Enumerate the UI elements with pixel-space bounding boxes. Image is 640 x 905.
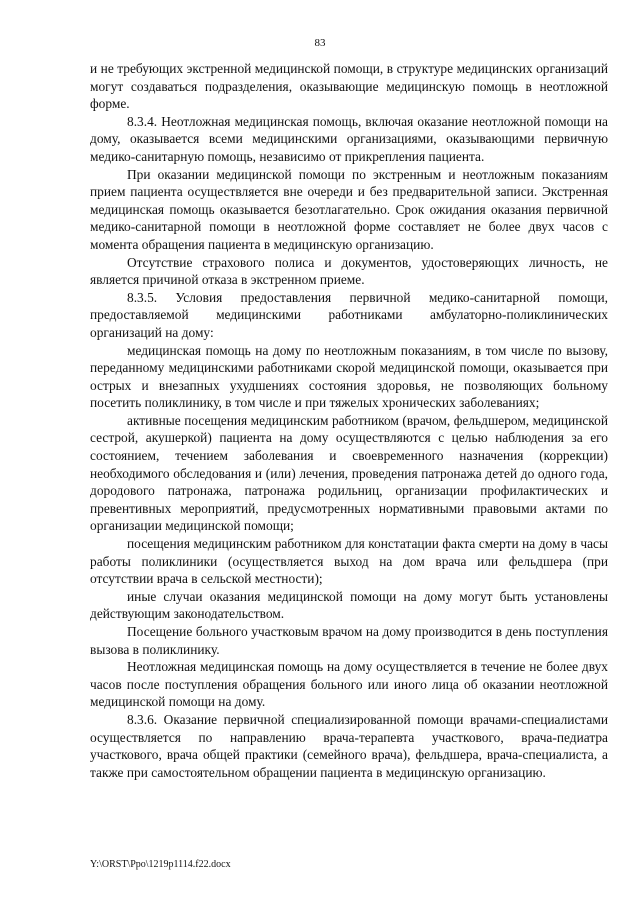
- paragraph-8-3-4: 8.3.4. Неотложная медицинская помощь, включая оказание неотложной помощи на дому, оказывается всеми медицинскими организациями, оказывающими первичную медико-санитарную помощь, независимо от прикрепления пациента.: [90, 113, 608, 164]
- page-number: 83: [314, 37, 326, 49]
- list-item-active-visits: активные посещения медицинским работником (врачом, фельдшером, медицинской сестрой, акушеркой) пациента на дому осуществляются с целью наблюдения за его состоянием, течением заболевания и своевременного назначения (коррекции) необходимого обследования и (или) лечения, проведения патронажа детей до одного года, дородового патронажа, патронажа родильниц, организации профилактических и превентивных мероприятий, предусмотренных нормативными правовыми актами по организации медицинской помощи;: [90, 412, 608, 534]
- list-item-death-confirmation: посещения медицинским работником для констатации факта смерти на дому в часы работы поликлиники (осуществляется выход на дом врача или фельдшера (при отсутствии врача в сельской местности);: [90, 536, 608, 587]
- list-item-home-urgent-care: медицинская помощь на дому по неотложным показаниям, в том числе по вызову, переданному медицинскими работниками скорой медицинской помощи, оказывается при острых и внезапных ухудшениях состояния здоровья, не позволяющих больному посетить поликлинику, в том числе и при тяжелых хронических заболеваниях;: [90, 342, 608, 411]
- paragraph-district-doctor-visit: Посещение больного участковым врачом на дому производится в день поступления вызова в поликлинику.: [90, 624, 608, 657]
- paragraph-8-3-5: 8.3.5. Условия предоставления первичной медико-санитарной помощи, предоставляемой медицинскими работниками амбулаторно-поликлинических организаций на дому:: [90, 289, 608, 340]
- document-body: [90, 60, 608, 781]
- paragraph-continuation: и не требующих экстренной медицинской помощи, в структуре медицинских организаций могут создаваться подразделения, оказывающие медицинскую помощь в неотложной форме.: [90, 61, 608, 112]
- paragraph-8-3-6: 8.3.6. Оказание первичной специализированной помощи врачами-специалистами осуществляется по направлению врача-терапевта участкового, врача-педиатра участкового, врача общей практики (семейного врача), фельдшера, врача-специалиста, а также при самостоятельном обращении пациента в медицинскую организацию.: [90, 711, 608, 780]
- paragraph-emergency-admission: При оказании медицинской помощи по экстренным и неотложным показаниям прием пациента осуществляется вне очереди и без предварительной записи. Экстренная медицинская помощь оказывается безотлагательно. Срок ожидания оказания первичной медико-санитарной помощи в неотложной форме составляет не более двух часов с момента обращения пациента в медицинскую организацию.: [90, 166, 608, 252]
- file-path-footer: Y:\ORST\Ppo\1219p1114.f22.docx: [90, 859, 231, 870]
- paragraph-no-policy: Отсутствие страхового полиса и документов, удостоверяющих личность, не является причиной отказа в экстренном приеме.: [90, 254, 608, 288]
- list-item-other-cases: иные случаи оказания медицинской помощи на дому могут быть установлены действующим законодательством.: [90, 588, 608, 622]
- paragraph-urgent-home-care-timing: Неотложная медицинская помощь на дому осуществляется в течение не более двух часов после поступления обращения больного или иного лица об оказании неотложной медицинской помощи на дому.: [90, 659, 608, 710]
